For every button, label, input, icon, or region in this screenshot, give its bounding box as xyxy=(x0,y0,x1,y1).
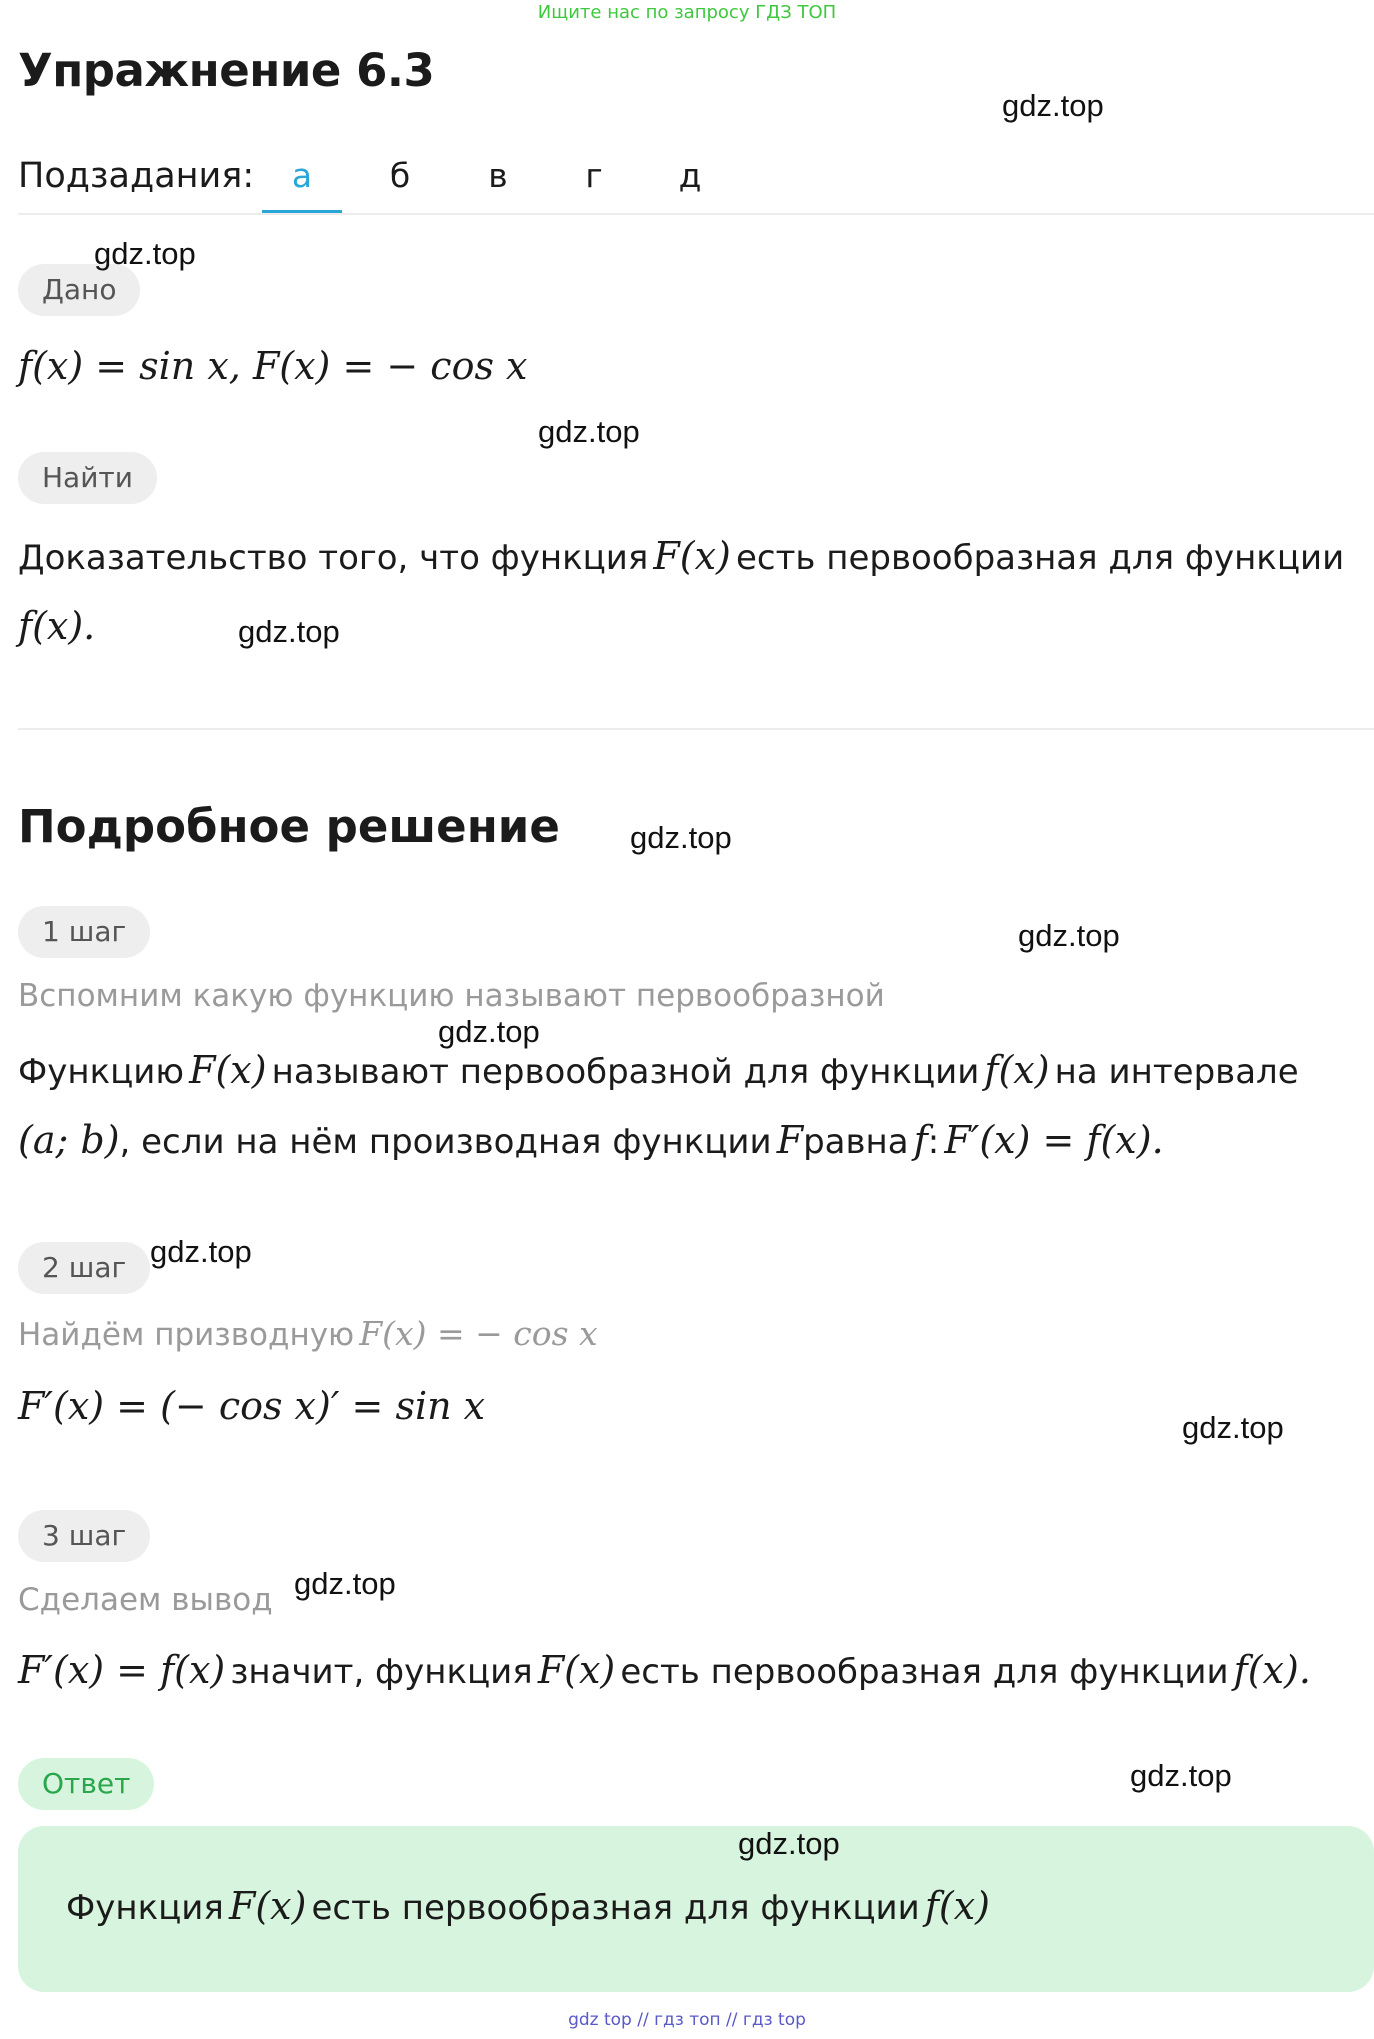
tabs-divider xyxy=(18,213,1374,215)
answer-part: Функция xyxy=(66,1888,224,1928)
tab-g[interactable]: г xyxy=(585,156,603,195)
step-math: f xyxy=(913,1118,928,1162)
watermark: gdz.top xyxy=(1018,918,1120,953)
step-math: f(x) xyxy=(984,1048,1050,1092)
step-3-line-1 xyxy=(18,1648,1311,1692)
step-text: есть первообразная для функции xyxy=(620,1652,1229,1692)
step-text: на интервале xyxy=(1054,1052,1299,1092)
top-note: Ищите нас по запросу ГДЗ ТОП xyxy=(537,2,837,23)
watermark: gdz.top xyxy=(294,1566,396,1601)
watermark: gdz.top xyxy=(738,1826,840,1861)
watermark: gdz.top xyxy=(438,1014,540,1049)
find-line-1 xyxy=(18,534,1344,578)
watermark: gdz.top xyxy=(94,236,196,271)
step-2-hint xyxy=(18,1314,598,1353)
section-divider xyxy=(18,728,1374,730)
find-text: Доказательство того, что функция xyxy=(18,538,649,578)
answer-math: f(x) xyxy=(924,1884,990,1928)
footer: gdz top // гдз топ // гдз top xyxy=(568,2010,806,2030)
watermark: gdz.top xyxy=(238,614,340,649)
step-text: , если на нём производная функции xyxy=(119,1122,772,1162)
answer-math: F(x) xyxy=(228,1884,307,1928)
answer-badge: Ответ xyxy=(18,1758,154,1810)
step-math: F′(x) = f(x) xyxy=(18,1648,226,1692)
find-text: есть первообразная для функции xyxy=(735,538,1345,578)
step-text: Функцию xyxy=(18,1052,185,1092)
step-1-hint: Вспомним какую функцию называют первообразной xyxy=(18,978,885,1014)
subtasks-label: Подзадания: xyxy=(18,156,255,196)
step-3-hint: Сделаем вывод xyxy=(18,1582,273,1618)
tab-a[interactable]: а xyxy=(291,156,313,195)
step-math: F′(x) = f(x). xyxy=(944,1118,1164,1162)
given-badge: Дано xyxy=(18,264,140,316)
tab-v[interactable]: в xyxy=(488,156,508,195)
tab-d[interactable]: д xyxy=(678,156,702,195)
step-math: F(x) xyxy=(537,1648,616,1692)
step-text: : xyxy=(927,1122,940,1162)
step-1-line-2 xyxy=(18,1118,1164,1162)
answer-part: есть первообразная для функции xyxy=(311,1888,920,1928)
watermark: gdz.top xyxy=(150,1234,252,1269)
watermark: gdz.top xyxy=(538,414,640,449)
watermark: gdz.top xyxy=(1002,88,1104,123)
step-text: значит, функция xyxy=(230,1652,533,1692)
step-2-badge: 2 шаг xyxy=(18,1242,150,1294)
step-math: F(x) xyxy=(189,1048,267,1092)
find-line-2: f(x). xyxy=(18,604,96,648)
step-3-badge: 3 шаг xyxy=(18,1510,150,1562)
solution-title: Подробное решение xyxy=(18,800,560,853)
step-math: f(x). xyxy=(1233,1648,1311,1692)
step-2-formula: F′(x) = (− cos x)′ = sin x xyxy=(18,1384,486,1428)
watermark: gdz.top xyxy=(630,820,732,855)
find-math: F(x) xyxy=(653,534,731,578)
given-formula: f(x) = sin x, F(x) = − cos x xyxy=(18,344,528,388)
step-1-line-1 xyxy=(18,1048,1299,1092)
step-1-badge: 1 шаг xyxy=(18,906,150,958)
find-badge: Найти xyxy=(18,452,157,504)
watermark: gdz.top xyxy=(1182,1410,1284,1445)
step-hint-text: Найдём призводную xyxy=(18,1317,355,1353)
tab-b[interactable]: б xyxy=(389,156,411,195)
watermark: gdz.top xyxy=(1130,1758,1232,1793)
step-math: (a; b) xyxy=(18,1118,120,1162)
step-text: называют первообразной для функции xyxy=(271,1052,980,1092)
step-text: равна xyxy=(803,1122,909,1162)
page-title: Упражнение 6.3 xyxy=(18,44,435,97)
step-math: F xyxy=(776,1118,804,1162)
step-hint-math: F(x) = − cos x xyxy=(359,1314,598,1353)
answer-text xyxy=(66,1884,990,1928)
